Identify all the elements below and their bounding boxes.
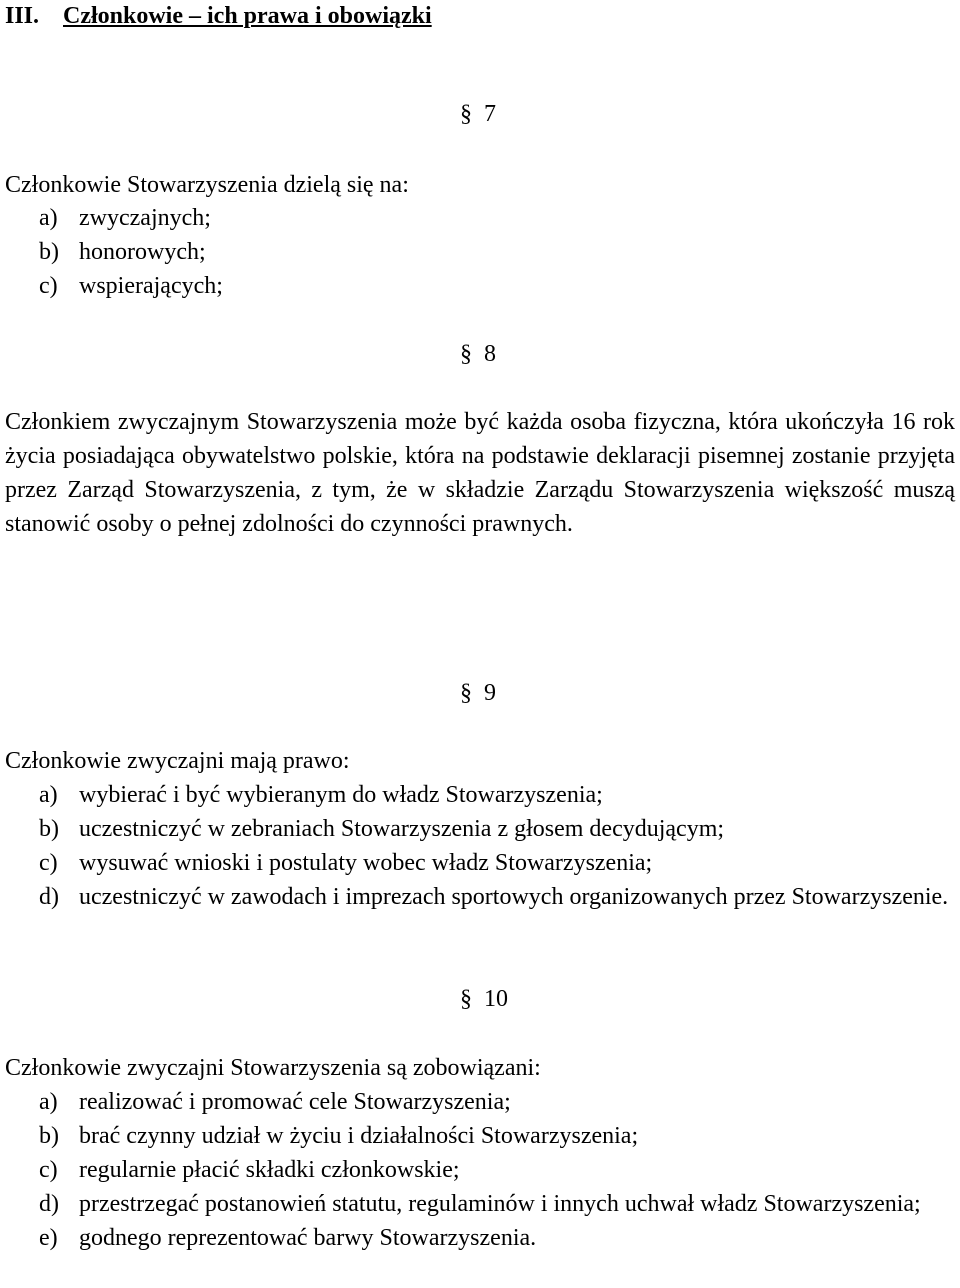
list-marker: e): [39, 1225, 58, 1251]
list-item: [39, 1085, 955, 1119]
list-item: [39, 1221, 955, 1255]
list-item: [39, 812, 955, 846]
paragraph-sign: §: [460, 101, 472, 127]
list-item-text: realizować i promować cele Stowarzyszenia;: [79, 1089, 511, 1115]
paragraph-sign: §: [460, 986, 472, 1012]
list-marker: c): [39, 1157, 58, 1183]
list-item: [39, 235, 955, 269]
list-marker: b): [39, 239, 59, 265]
list-marker: a): [39, 782, 58, 808]
list-item-text: wybierać i być wybieranym do władz Stowarzyszenia;: [79, 782, 603, 808]
paragraph-sign: §: [460, 680, 472, 706]
paragraph-7-heading: [460, 100, 496, 128]
list-item: [39, 846, 955, 880]
list-item: [39, 1153, 955, 1187]
list-marker: b): [39, 1123, 59, 1149]
list-marker: a): [39, 1089, 58, 1115]
list-item-text: przestrzegać postanowień statutu, regulaminów i innych uchwał władz Stowarzyszenia;: [79, 1191, 921, 1217]
list-item-text: godnego reprezentować barwy Stowarzyszenia.: [79, 1225, 537, 1251]
list-item-text: brać czynny udział w życiu i działalności Stowarzyszenia;: [79, 1123, 639, 1149]
list-item: [39, 778, 955, 812]
paragraph-9-intro: Członkowie zwyczajni mają prawo:: [5, 748, 350, 774]
list-marker: c): [39, 273, 58, 299]
list-item: [39, 880, 955, 914]
paragraph-number: 10: [484, 986, 508, 1012]
section-number: III.: [5, 3, 40, 29]
list-item-text: uczestniczyć w zebraniach Stowarzyszenia z głosem decydującym;: [79, 816, 725, 842]
list-item: [39, 1119, 955, 1153]
list-marker: a): [39, 205, 58, 231]
paragraph-number: 8: [484, 341, 496, 367]
paragraph-7-intro: Członkowie Stowarzyszenia dzielą się na:: [5, 172, 409, 198]
list-item-text: wysuwać wnioski i postulaty wobec władz Stowarzyszenia;: [79, 850, 653, 876]
list-marker: b): [39, 816, 59, 842]
paragraph-10-heading: [460, 985, 508, 1013]
member-duties-list: [39, 1085, 955, 1255]
list-item-text: uczestniczyć w zawodach i imprezach sportowych organizowanych przez Stowarzyszenie.: [79, 884, 949, 910]
list-marker: d): [39, 884, 59, 910]
section-heading: [5, 2, 432, 30]
paragraph-sign: §: [460, 341, 472, 367]
paragraph-number: 7: [484, 101, 496, 127]
paragraph-8-heading: [460, 340, 496, 368]
list-item-text: wspierających;: [79, 273, 223, 299]
paragraph-10-intro: Członkowie zwyczajni Stowarzyszenia są zobowiązani:: [5, 1055, 541, 1081]
list-item-text: regularnie płacić składki członkowskie;: [79, 1157, 460, 1183]
list-item: [39, 201, 955, 235]
list-item: [39, 269, 955, 303]
membership-types-list: [39, 201, 955, 303]
list-marker: d): [39, 1191, 59, 1217]
paragraph-9-heading: [460, 679, 496, 707]
list-item-text: zwyczajnych;: [79, 205, 211, 231]
paragraph-8-text: Członkiem zwyczajnym Stowarzyszenia może być każda osoba fizyczna, która ukończyła 16 rok życia posiadająca obywatelstwo polskie, która na podstawie deklaracji pisemnej zostanie przyjęta przez Zarząd Stowarzyszenia, z tym, że w składzie Zarządu Stowarzyszenia większość muszą stanowić osoby o pełnej zdolności do czynności prawnych.: [5, 409, 955, 537]
list-marker: c): [39, 850, 58, 876]
member-rights-list: [39, 778, 955, 914]
list-item-text: honorowych;: [79, 239, 206, 265]
list-item: [39, 1187, 955, 1221]
section-title: Członkowie – ich prawa i obowiązki: [63, 3, 432, 29]
paragraph-number: 9: [484, 680, 496, 706]
